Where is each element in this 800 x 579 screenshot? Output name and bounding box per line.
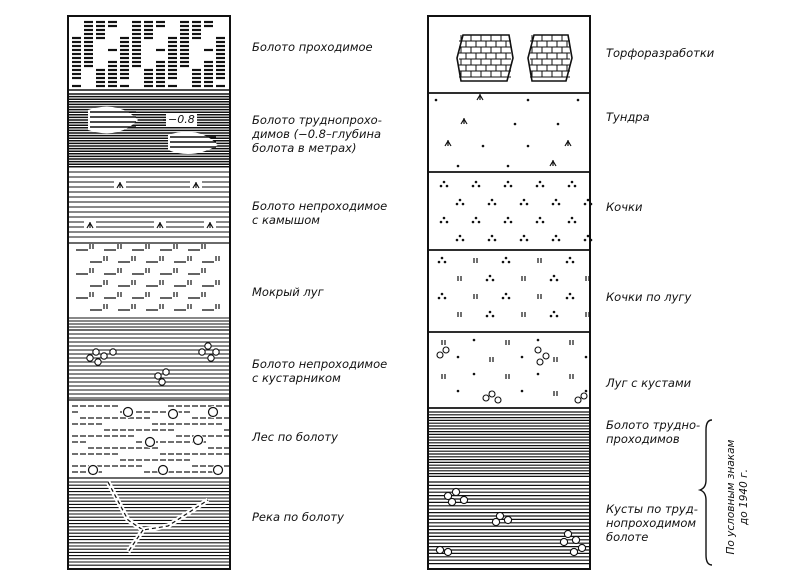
swatch-peat xyxy=(457,35,572,81)
swatch-swamp-hard-2 xyxy=(428,412,590,476)
label-forest-swamp: Лес по болоту xyxy=(252,430,338,444)
swatch-bushes-swamp xyxy=(428,482,590,564)
side-note: По условным знакам до 1940 г. xyxy=(725,439,750,555)
swatch-river-swamp xyxy=(68,478,230,565)
depth-mark: −0.8 xyxy=(168,113,195,126)
label-hummocks: Кочки xyxy=(606,200,643,214)
label-peat: Торфоразработки xyxy=(606,46,715,60)
swatch-wet-meadow xyxy=(68,243,230,327)
label-bushes-swamp: Кусты по труд- нопроходимом болоте xyxy=(606,502,698,544)
swatch-hummocks xyxy=(440,181,593,242)
label-swamp-shrubs: Болото непроходимое с кустарником xyxy=(252,357,388,385)
label-tundra: Тундра xyxy=(606,110,650,124)
label-hummocks-meadow: Кочки по лугу xyxy=(606,290,692,304)
label-meadow-bushes: Луг с кустами xyxy=(606,376,692,390)
label-swamp-hard: Болото труднопрохо- димов (−0.8–глубина болота в метрах) xyxy=(252,113,382,155)
swatch-swamp-shrubs xyxy=(68,330,230,398)
swatch-swamp-hard xyxy=(68,90,230,167)
swatch-swamp-passable xyxy=(72,22,225,86)
label-river-swamp: Река по болоту xyxy=(252,510,344,524)
right-column-frame xyxy=(428,16,590,569)
swatch-swamp-reeds xyxy=(68,172,230,237)
label-swamp-hard-2: Болото трудно- проходимов xyxy=(606,418,701,446)
label-swamp-reeds: Болото непроходимое с камышом xyxy=(252,199,388,227)
swatch-meadow-bushes xyxy=(437,339,587,403)
swatch-hummocks-meadow xyxy=(438,257,589,318)
label-wet-meadow: Мокрый луг xyxy=(252,285,324,299)
swatch-tundra xyxy=(435,94,580,167)
brace xyxy=(700,420,712,565)
swatch-forest-swamp xyxy=(68,400,230,476)
label-swamp-passable: Болото проходимое xyxy=(252,40,373,54)
